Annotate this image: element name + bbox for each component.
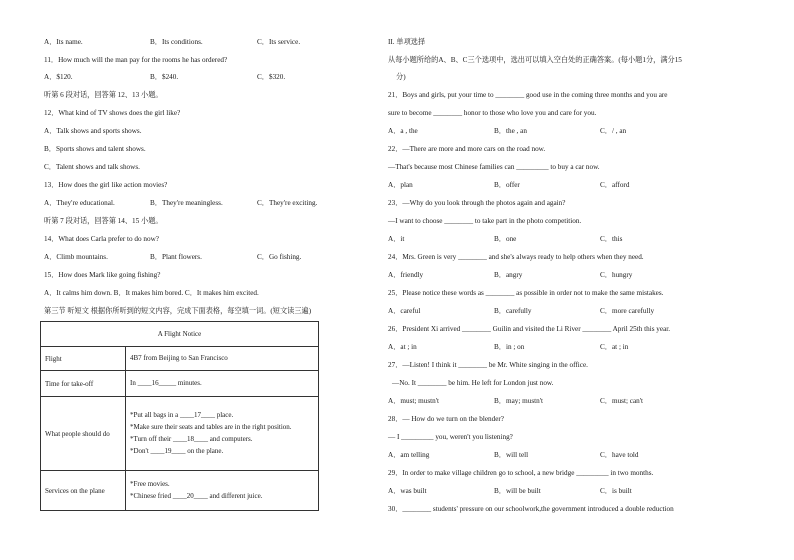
table-title: A Flight Notice	[41, 322, 319, 347]
q21-option-c: C．/ , an	[600, 127, 627, 135]
q10-option-b: B．Its conditions.	[150, 38, 203, 46]
flight-notice-table	[40, 321, 319, 511]
q13-option-b: B．They're meaningless.	[150, 199, 223, 207]
q25-option-c: C．more carefully	[600, 307, 655, 315]
q22-option-b: B．offer	[494, 181, 520, 189]
row-value	[126, 397, 319, 471]
q14-option-a: A．Climb mountains.	[44, 253, 108, 261]
q24-stem: 24．Mrs. Green is very ________ and she's always ready to help others when they need.	[388, 253, 644, 261]
q13-option-c: C．They're exciting.	[257, 199, 318, 207]
q22-option-c: C．afford	[600, 181, 630, 189]
q15-stem: 15．How does Mark like going fishing?	[44, 271, 161, 279]
q28-stem-line-1: 28．— How do we turn on the blender?	[388, 415, 504, 423]
q21-stem-line-1: 21．Boys and girls, put your time to ________ good use in the coming three months and you are	[388, 91, 668, 99]
q29-option-c: C．is built	[600, 487, 632, 495]
q12-option-a: A．Talk shows and sports shows.	[44, 127, 142, 135]
q30-stem: 30．________ students' pressure on our schoolwork,the government introduced a double reduction	[388, 505, 674, 513]
q21-stem-line-2: sure to become ________ honor to those who love you and care for you.	[388, 109, 597, 117]
q14-stem: 14．What does Carla prefer to do now?	[44, 235, 159, 243]
section-2-instruction-line-2: 分)	[396, 73, 406, 81]
q26-option-a: A．at ; in	[388, 343, 417, 351]
q12-option-c: C．Talent shows and talk shows.	[44, 163, 140, 171]
row-label: What people should do	[41, 397, 126, 471]
q13-stem: 13．How does the girl like action movies?	[44, 181, 168, 189]
q21-option-a: A．a , the	[388, 127, 418, 135]
q13-option-a: A．They're educational.	[44, 199, 115, 207]
table-row	[41, 347, 319, 371]
q27-option-c: C．must; can't	[600, 397, 644, 405]
row-line: *Free movies.	[130, 480, 170, 488]
q24-option-c: C．hungry	[600, 271, 633, 279]
row-line: *Chinese fried ____20____ and different juice.	[130, 492, 263, 500]
row-line: *Don't ____19____ on the plane.	[130, 447, 224, 455]
section-2-title: II. 单项选择	[388, 38, 426, 46]
q22-option-a: A．plan	[388, 181, 413, 189]
row-line: 4B7 from Beijing to San Francisco	[130, 354, 228, 362]
q28-option-c: C．have told	[600, 451, 639, 459]
row-label: Services on the plane	[41, 471, 126, 511]
q27-stem-line-2: —No. It ________ be him. He left for London just now.	[392, 379, 554, 387]
q10-option-c: C．Its service.	[257, 38, 301, 46]
row-line: *Turn off their ____18____ and computers.	[130, 435, 253, 443]
q15-options: A．It calms him down. B．It makes him bored. C．It makes him excited.	[44, 289, 259, 297]
q25-stem: 25．Please notice these words as ________ as possible in order not to make the same mistakes.	[388, 289, 664, 297]
q28-option-b: B．will tell	[494, 451, 529, 459]
row-line: *Put all bags in a ____17____ place.	[130, 411, 234, 419]
row-value	[126, 371, 319, 397]
q10-option-a: A．Its name.	[44, 38, 83, 46]
q23-option-c: C．this	[600, 235, 623, 243]
q12-option-b: B．Sports shows and talent shows.	[44, 145, 146, 153]
q26-option-b: B．in ; on	[494, 343, 525, 351]
q23-option-b: B．one	[494, 235, 517, 243]
q23-stem-line-2: —I want to choose ________ to take part in the photo competition.	[388, 217, 582, 225]
row-line: In ____16_____ minutes.	[130, 379, 202, 387]
q26-stem: 26．President Xi arrived ________ Guilin and visited the Li River ________ April 25th this year.	[388, 325, 671, 333]
q29-option-b: B．will be built	[494, 487, 541, 495]
table-row	[41, 322, 319, 347]
q11-option-a: A．$120.	[44, 73, 73, 81]
row-value	[126, 347, 319, 371]
q23-option-a: A．it	[388, 235, 405, 243]
row-label: Flight	[41, 347, 126, 371]
q27-stem-line-1: 27．—Listen! I think it ________ be Mr. White singing in the office.	[388, 361, 588, 369]
q21-option-b: B．the , an	[494, 127, 527, 135]
q11-option-c: C．$320.	[257, 73, 286, 81]
q28-option-a: A．am telling	[388, 451, 430, 459]
section-3-instruction: 第三节 听短文 根据你所听到的短文内容，完成下面表格，每空填一词。(短文读三遍)	[44, 307, 312, 315]
q25-option-b: B．carefully	[494, 307, 532, 315]
q24-option-b: B．angry	[494, 271, 523, 279]
q22-stem-line-2: —That's because most Chinese families can _________ to buy a car now.	[388, 163, 600, 171]
row-value	[126, 471, 319, 511]
q23-stem-line-1: 23．—Why do you look through the photos again and again?	[388, 199, 566, 207]
table-row	[41, 471, 319, 511]
section-2-instruction-line-1: 从每小题所给的A、B、C三个选项中，选出可以填入空白处的正确答案。(每小题1分，满分15	[388, 56, 682, 64]
row-line: *Make sure their seats and tables are in the right position.	[130, 423, 292, 431]
dialog-6-instruction: 听第 6 段对话，回答第 12、13 小题。	[44, 91, 163, 99]
q14-option-b: B．Plant flowers.	[150, 253, 202, 261]
table-row	[41, 371, 319, 397]
q11-stem: 11．How much will the man pay for the rooms he has ordered?	[44, 56, 228, 64]
q29-stem: 29．In order to make village children go to school, a new bridge _________ in two months.	[388, 469, 654, 477]
q28-stem-line-2: — I _________ you, weren't you listening?	[388, 433, 513, 441]
q27-option-b: B．may; mustn't	[494, 397, 544, 405]
table-row	[41, 397, 319, 471]
q27-option-a: A．must; mustn't	[388, 397, 440, 405]
row-label: Time for take-off	[41, 371, 126, 397]
q25-option-a: A．careful	[388, 307, 421, 315]
q14-option-c: C．Go fishing.	[257, 253, 302, 261]
dialog-7-instruction: 听第 7 段对话，回答第 14、15 小题。	[44, 217, 163, 225]
q24-option-a: A．friendly	[388, 271, 424, 279]
q11-option-b: B．$240.	[150, 73, 179, 81]
q26-option-c: C．at ; in	[600, 343, 629, 351]
q29-option-a: A．was built	[388, 487, 427, 495]
q22-stem-line-1: 22．—There are more and more cars on the road now.	[388, 145, 546, 153]
q12-stem: 12．What kind of TV shows does the girl like?	[44, 109, 181, 117]
